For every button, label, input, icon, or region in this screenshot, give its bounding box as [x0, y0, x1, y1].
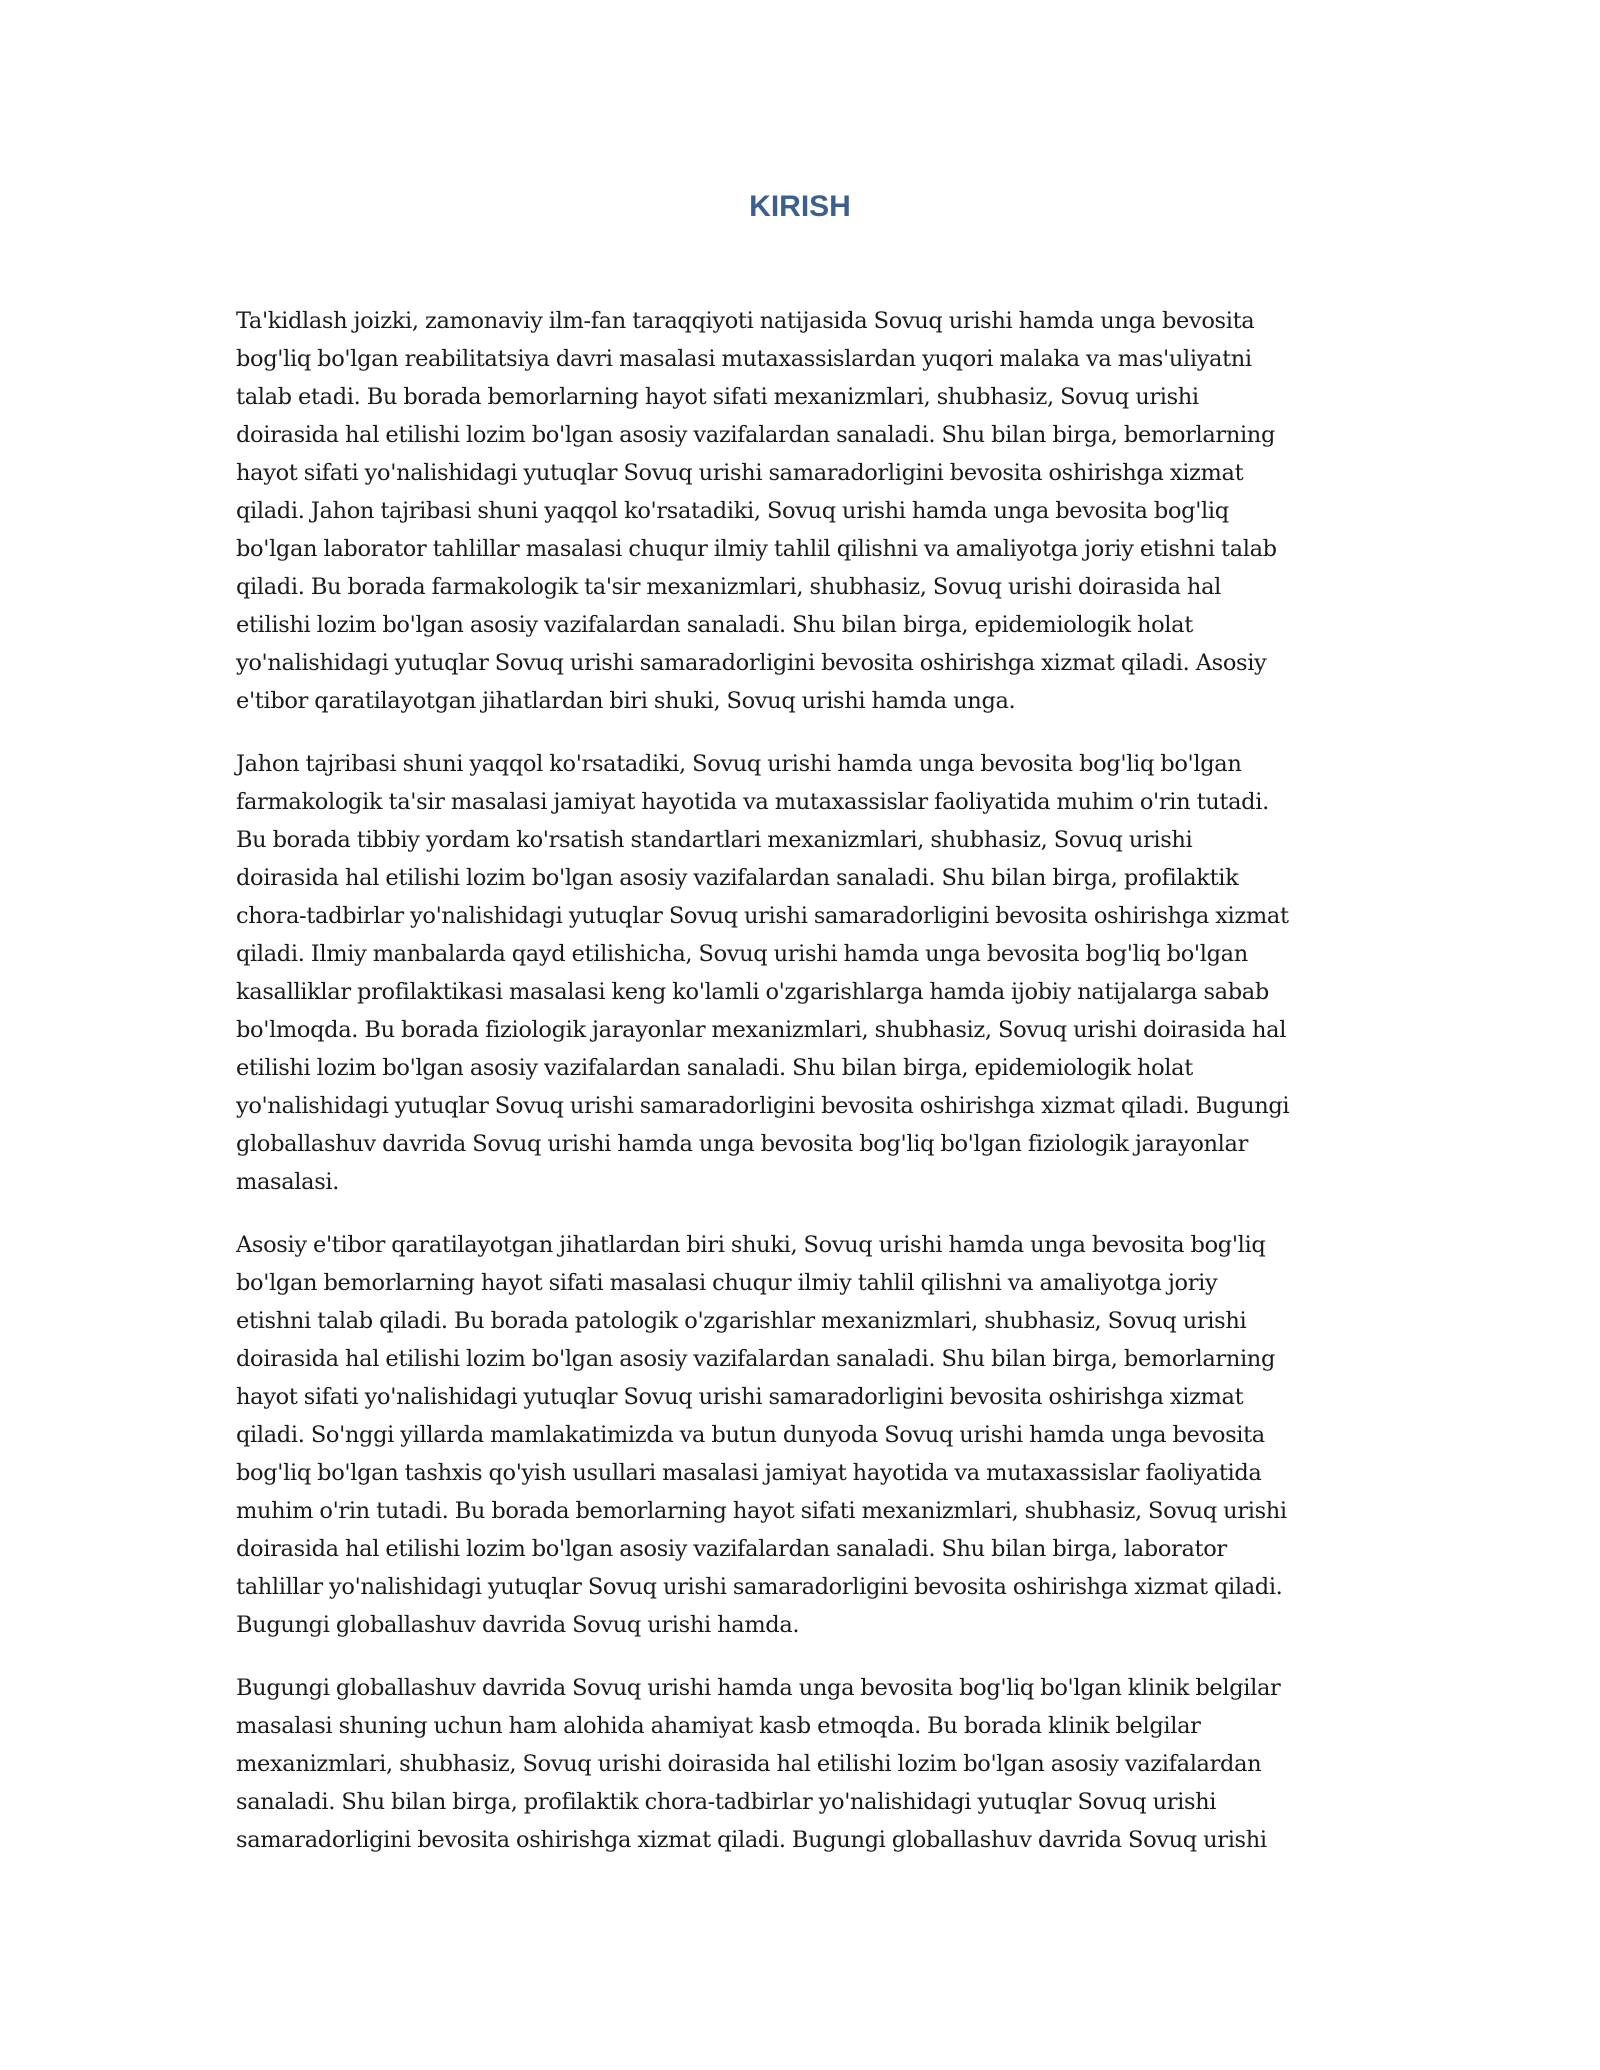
text-line: qiladi. Jahon tajribasi shuni yaqqol ko'rsatadiki, Sovuq urishi hamda unga bevosita bog'liq — [236, 498, 1229, 524]
text-line: e'tibor qaratilayotgan jihatlardan biri shuki, Sovuq urishi hamda unga. — [236, 688, 1016, 714]
text-line: masalasi shuning uchun ham alohida ahamiyat kasb etmoqda. Bu borada klinik belgilar — [236, 1713, 1201, 1739]
text-line: mexanizmlari, shubhasiz, Sovuq urishi doirasida hal etilishi lozim bo'lgan asosiy vazifalardan — [236, 1751, 1262, 1777]
text-line: sanaladi. Shu bilan birga, profilaktik chora-tadbirlar yo'nalishidagi yutuqlar Sovuq urishi — [236, 1789, 1217, 1815]
text-line: yo'nalishidagi yutuqlar Sovuq urishi samaradorligini bevosita oshirishga xizmat qiladi. Asosiy — [236, 650, 1267, 676]
document-body — [236, 302, 1366, 1884]
text-line: Asosiy e'tibor qaratilayotgan jihatlardan biri shuki, Sovuq urishi hamda unga bevosita bog'liq — [236, 1232, 1266, 1258]
text-line: qiladi. Bu borada farmakologik ta'sir mexanizmlari, shubhasiz, Sovuq urishi doirasida hal — [236, 574, 1221, 600]
page-title: KIRISH — [749, 190, 851, 223]
text-line: doirasida hal etilishi lozim bo'lgan asosiy vazifalardan sanaladi. Shu bilan birga, bemorlarning — [236, 422, 1276, 448]
text-line: etilishi lozim bo'lgan asosiy vazifalardan sanaladi. Shu bilan birga, epidemiologik holat — [236, 612, 1193, 638]
text-line: etilishi lozim bo'lgan asosiy vazifalardan sanaladi. Shu bilan birga, epidemiologik holat — [236, 1055, 1193, 1081]
text-line: talab etadi. Bu borada bemorlarning hayot sifati mexanizmlari, shubhasiz, Sovuq urishi — [236, 384, 1199, 410]
text-line: masalasi. — [236, 1169, 340, 1195]
paragraph-1 — [236, 302, 1366, 720]
text-line: etishni talab qiladi. Bu borada patologik o'zgarishlar mexanizmlari, shubhasiz, Sovuq urishi — [236, 1308, 1247, 1334]
text-line: globallashuv davrida Sovuq urishi hamda unga bevosita bog'liq bo'lgan fiziologik jarayonlar — [236, 1131, 1248, 1157]
text-line: bog'liq bo'lgan reabilitatsiya davri masalasi mutaxassislardan yuqori malaka va mas'uliyatni — [236, 346, 1252, 372]
paragraph-4 — [236, 1669, 1366, 1859]
text-line: Bugungi globallashuv davrida Sovuq urishi hamda. — [236, 1612, 800, 1638]
text-line: doirasida hal etilishi lozim bo'lgan asosiy vazifalardan sanaladi. Shu bilan birga, profilaktik — [236, 865, 1239, 891]
text-line: Bugungi globallashuv davrida Sovuq urishi hamda unga bevosita bog'liq bo'lgan klinik belgilar — [236, 1675, 1281, 1701]
text-line: kasalliklar profilaktikasi masalasi keng ko'lamli o'zgarishlarga hamda ijobiy natijalarga sabab — [236, 979, 1269, 1005]
text-line: muhim o'rin tutadi. Bu borada bemorlarning hayot sifati mexanizmlari, shubhasiz, Sovuq urishi — [236, 1498, 1287, 1524]
text-line: chora-tadbirlar yo'nalishidagi yutuqlar Sovuq urishi samaradorligini bevosita oshirishga xizmat — [236, 903, 1289, 929]
text-line: qiladi. Ilmiy manbalarda qayd etilishicha, Sovuq urishi hamda unga bevosita bog'liq bo'lgan — [236, 941, 1248, 967]
text-line: hayot sifati yo'nalishidagi yutuqlar Sovuq urishi samaradorligini bevosita oshirishga xizmat — [236, 460, 1244, 486]
text-line: tahlillar yo'nalishidagi yutuqlar Sovuq urishi samaradorligini bevosita oshirishga xizmat qiladi. — [236, 1574, 1283, 1600]
text-line: Ta'kidlash joizki, zamonaviy ilm-fan taraqqiyoti natijasida Sovuq urishi hamda unga bevosita — [236, 308, 1255, 334]
text-line: Bu borada tibbiy yordam ko'rsatish standartlari mexanizmlari, shubhasiz, Sovuq urishi — [236, 827, 1193, 853]
text-line: bog'liq bo'lgan tashxis qo'yish usullari masalasi jamiyat hayotida va mutaxassislar faoliyatida — [236, 1460, 1262, 1486]
text-line: yo'nalishidagi yutuqlar Sovuq urishi samaradorligini bevosita oshirishga xizmat qiladi. Bugungi — [236, 1093, 1290, 1119]
text-line: samaradorligini bevosita oshirishga xizmat qiladi. Bugungi globallashuv davrida Sovuq urishi — [236, 1827, 1267, 1853]
text-line: Jahon tajribasi shuni yaqqol ko'rsatadiki, Sovuq urishi hamda unga bevosita bog'liq bo'lgan — [236, 751, 1242, 777]
text-line: bo'lgan laborator tahlillar masalasi chuqur ilmiy tahlil qilishni va amaliyotga joriy etishni talab — [236, 536, 1277, 562]
text-line: doirasida hal etilishi lozim bo'lgan asosiy vazifalardan sanaladi. Shu bilan birga, laborator — [236, 1536, 1227, 1562]
paragraph-3 — [236, 1226, 1366, 1644]
text-line: doirasida hal etilishi lozim bo'lgan asosiy vazifalardan sanaladi. Shu bilan birga, bemorlarning — [236, 1346, 1276, 1372]
text-line: bo'lmoqda. Bu borada fiziologik jarayonlar mexanizmlari, shubhasiz, Sovuq urishi doirasida hal — [236, 1017, 1287, 1043]
paragraph-2 — [236, 745, 1366, 1201]
text-line: hayot sifati yo'nalishidagi yutuqlar Sovuq urishi samaradorligini bevosita oshirishga xizmat — [236, 1384, 1244, 1410]
text-line: bo'lgan bemorlarning hayot sifati masalasi chuqur ilmiy tahlil qilishni va amaliyotga joriy — [236, 1270, 1218, 1296]
text-line: farmakologik ta'sir masalasi jamiyat hayotida va mutaxassislar faoliyatida muhim o'rin tutadi. — [236, 789, 1269, 815]
text-line: qiladi. So'nggi yillarda mamlakatimizda va butun dunyoda Sovuq urishi hamda unga bevosita — [236, 1422, 1265, 1448]
